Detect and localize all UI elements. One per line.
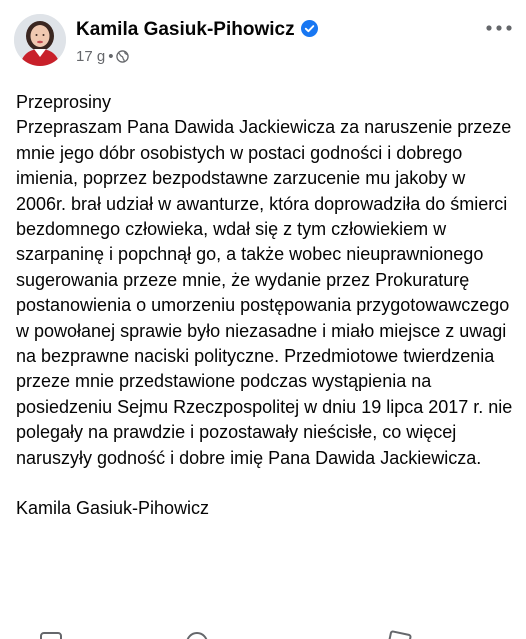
- more-options-icon[interactable]: [484, 18, 514, 38]
- post-timestamp[interactable]: 17 g: [76, 48, 106, 65]
- post-actions-bar: [0, 626, 526, 639]
- author-avatar[interactable]: [14, 14, 66, 66]
- comment-icon[interactable]: [186, 632, 208, 639]
- author-name[interactable]: Kamila Gasiuk-Pihowicz: [76, 19, 295, 40]
- post-paragraph: Przepraszam Pana Dawida Jackiewicza za naruszenie przeze mnie jego dóbr osobistych w postaci godności i dobrego imienia, poprzez bezpodstawne zarzucenie mu jakoby w 2006r. brał udział w awanturze, która doprowadziła do śmierci bezdomnego człowieka, wdał się z tym człowiekiem w szarpaninę i popchnął go, a także wobec nieuprawnionego sugerowania przeze mnie, że wydanie przez Prokuraturę postanowienia o umorzeniu postępowania przygotowawczego w powołanej sprawie było niezasadne i miało miejsce z uwagi na bezprawne naciski polityczne. Przedmiotowe twierdzenia przeze mnie przedstawione podczas wystąpienia na posiedzeniu Sejmu Rzeczpospolitej w dniu 19 lipca 2017 r. nie polegały na prawdzie i pozostawały nieścisłe, co więcej naruszyły godność i dobre imię Pana Dawida Jackiewicza.: [16, 117, 513, 468]
- verified-badge-icon: [301, 20, 318, 37]
- paragraph-spacer: [16, 471, 516, 496]
- like-icon[interactable]: [40, 632, 62, 639]
- meta-separator: •: [108, 48, 114, 65]
- share-icon[interactable]: [386, 630, 412, 639]
- globe-icon[interactable]: [116, 50, 129, 63]
- post-content: [16, 90, 516, 522]
- post-signature: Kamila Gasiuk-Pihowicz: [16, 498, 210, 519]
- post-meta: [76, 48, 129, 65]
- post-header: [14, 14, 514, 72]
- author-name-row[interactable]: [76, 19, 318, 41]
- avatar-image: [14, 14, 66, 66]
- post-title: Przeprosiny: [16, 92, 112, 112]
